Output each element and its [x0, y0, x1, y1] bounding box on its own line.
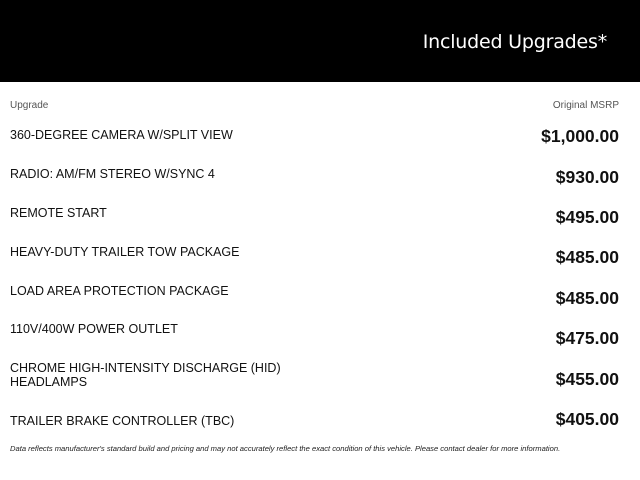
list-item: [0, 361, 640, 401]
upgrade-price: $455.00: [555, 369, 619, 389]
list-item: [0, 284, 640, 324]
list-item: [0, 245, 640, 285]
upgrade-price: $930.00: [555, 167, 619, 187]
list-item: [0, 322, 640, 362]
upgrade-name: 360-DEGREE CAMERA W/SPLIT VIEW: [10, 128, 233, 142]
upgrade-price: $405.00: [555, 409, 619, 429]
upgrade-name: TRAILER BRAKE CONTROLLER (TBC): [10, 414, 235, 428]
upgrade-name: LOAD AREA PROTECTION PACKAGE: [10, 284, 229, 298]
list-item: [0, 167, 640, 207]
upgrade-price: $1,000.00: [541, 126, 619, 146]
upgrade-name: CHROME HIGH-INTENSITY DISCHARGE (HID) HEADLAMPS: [10, 361, 281, 389]
upgrade-name: RADIO: AM/FM STEREO W/SYNC 4: [10, 167, 215, 181]
page-title: Included Upgrades*: [422, 31, 607, 53]
upgrade-name: HEAVY-DUTY TRAILER TOW PACKAGE: [10, 245, 240, 259]
upgrade-price: $485.00: [555, 247, 619, 267]
upgrade-price: $495.00: [555, 207, 619, 227]
upgrade-name: REMOTE START: [10, 206, 107, 220]
upgrade-price: $485.00: [555, 288, 619, 308]
list-item: [0, 206, 640, 246]
list-item: [0, 128, 640, 168]
disclaimer-text: Data reflects manufacturer's standard build and pricing and may not accurately reflect the exact condition of this vehicle. Please contact dealer for more information.: [10, 444, 561, 453]
upgrade-price: $475.00: [555, 328, 619, 348]
column-header-msrp: Original MSRP: [552, 100, 619, 111]
column-header-upgrade: Upgrade: [10, 100, 49, 111]
upgrade-name: 110V/400W POWER OUTLET: [10, 322, 178, 336]
